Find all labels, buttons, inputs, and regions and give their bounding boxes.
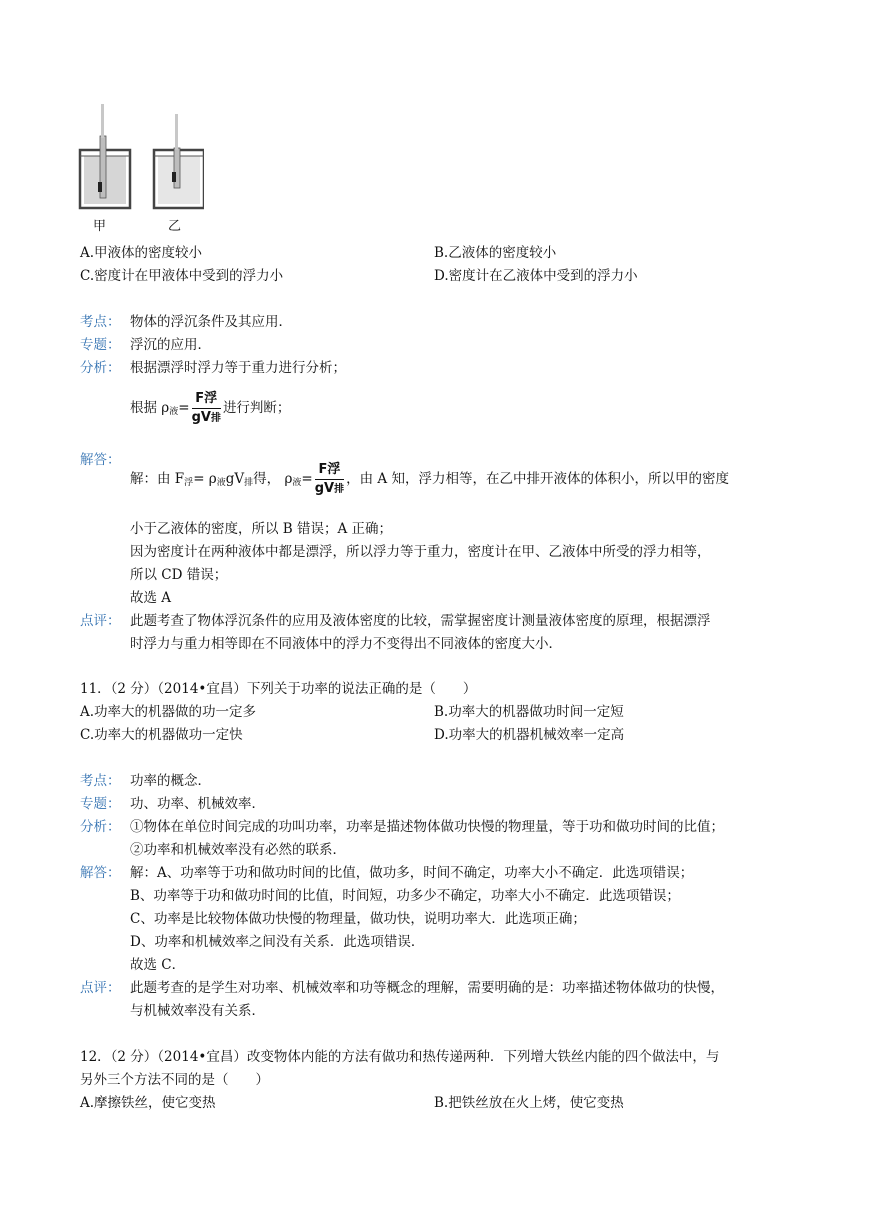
q11-option-d: D.功率大的机器机械效率一定高 [434, 727, 625, 743]
q12-option-b: B.把铁丝放在火上烤，使它变热 [434, 1095, 624, 1111]
density-fraction: $\frac{\text{F浮}}{\text{gV排}}$ [191, 390, 221, 425]
q11-zhuanti-label: 专题： [80, 796, 121, 812]
q11-jieda-line-5: 故选 C． [130, 957, 186, 973]
q10-fenxi-line-1: 根据漂浮时浮力等于重力进行分析； [130, 360, 346, 376]
beaker-jia [80, 104, 130, 208]
q12-option-a: A.摩擦铁丝，使它变热 [80, 1095, 216, 1111]
label-yi: 乙 [168, 219, 182, 234]
q10-zhuanti: 浮沉的应用． [130, 337, 211, 353]
q12-stem-line-2: 另外三个方法不同的是（ ） [80, 1072, 269, 1088]
q10-fenxi-formula-line: 根据 $\rho_液=$ $\frac{\text{F浮}}{\text{gV排}}$ 进行判断； [130, 390, 291, 425]
q10-jieda-line-3: 因为密度计在两种液体中都是漂浮，所以浮力等于重力，密度计在甲、乙液体中所受的浮力相等， [130, 544, 711, 560]
q11-fenxi-line-1: ①物体在单位时间完成的功叫功率，功率是描述物体做功快慢的物理量，等于功和做功时间的比值； [130, 819, 724, 835]
q10-option-c: C.密度计在甲液体中受到的浮力小 [80, 268, 284, 284]
q11-jieda-line-1: 解：A、功率等于功和做功时间的比值，做功多，时间不确定，功率大小不确定．此选项错误； [130, 865, 694, 881]
q10-option-b: B.乙液体的密度较小 [434, 245, 557, 261]
q10-jieda-line-2: 小于乙液体的密度，所以 B 错误；A 正确； [130, 521, 393, 537]
q11-fenxi-line-2: ②功率和机械效率没有必然的联系． [130, 842, 346, 858]
q10-zhuanti-label: 专题： [80, 337, 121, 353]
q10-dianping-label: 点评： [80, 613, 121, 629]
q11-stem: 11．（2 分）（2014•宜昌）下列关于功率的说法正确的是（ ） [80, 681, 477, 697]
q10-option-a: A.甲液体的密度较小 [80, 245, 203, 261]
q11-jieda-line-4: D、功率和机械效率之间没有关系．此选项错误． [130, 934, 425, 950]
q10-dianping-line-1: 此题考查了物体浮沉条件的应用及液体密度的比较，需掌握密度计测量液体密度的原理，根据漂浮 [130, 613, 711, 629]
density-fraction-2: $\frac{\text{F浮}}{\text{gV排}}$ [314, 461, 345, 496]
beaker-yi [154, 114, 204, 208]
q10-dianping-line-2: 时浮力与重力相等即在不同液体中的浮力不变得出不同液体的密度大小． [130, 636, 562, 652]
q10-kaodian: 物体的浮沉条件及其应用． [130, 314, 292, 330]
q10-jieda-line-4: 所以 CD 错误； [130, 567, 228, 583]
q10-option-d: D.密度计在乙液体中受到的浮力小 [434, 268, 638, 284]
label-jia: 甲 [93, 219, 107, 234]
q11-kaodian: 功率的概念． [130, 773, 211, 789]
q11-option-b: B.功率大的机器做功时间一定短 [434, 704, 624, 720]
q11-dianping-line-1: 此题考查的是学生对功率、机械效率和功等概念的理解，需要明确的是：功率描述物体做功的快慢， [130, 980, 724, 996]
q10-jieda-line-5: 故选 A [130, 590, 172, 606]
q10-jieda-line-1: 解：由 $F_浮= \rho_液gV_排$得， $\rho_液=$ $\frac{\text{F浮}}{\text{gV排}}$ ，由 A 知，浮力相等，在乙中排开液体的体积小，所以甲的密度 [130, 461, 729, 496]
q10-kaodian-label: 考点： [80, 314, 121, 330]
q11-kaodian-label: 考点： [80, 773, 121, 789]
q11-fenxi-label: 分析： [80, 819, 121, 835]
q10-jieda-label: 解答： [80, 452, 121, 468]
q12-stem-line-1: 12．（2 分）（2014•宜昌）改变物体内能的方法有做功和热传递两种．下列增大铁丝内能的四个做法中，与 [80, 1049, 720, 1065]
q11-jieda-line-3: C、功率是比较物体做功快慢的物理量，做功快，说明功率大．此选项正确； [130, 911, 586, 927]
q11-dianping-line-2: 与机械效率没有关系． [130, 1003, 265, 1019]
q11-zhuanti: 功、功率、机械效率． [130, 796, 265, 812]
q11-jieda-line-2: B、功率等于功和做功时间的比值，时间短，功多少不确定，功率大小不确定．此选项错误； [130, 888, 680, 904]
q11-jieda-label: 解答： [80, 865, 121, 881]
q11-option-c: C.功率大的机器做功一定快 [80, 727, 243, 743]
q11-dianping-label: 点评： [80, 980, 121, 996]
q10-fenxi-label: 分析： [80, 360, 121, 376]
q11-option-a: A.功率大的机器做的功一定多 [80, 704, 257, 720]
